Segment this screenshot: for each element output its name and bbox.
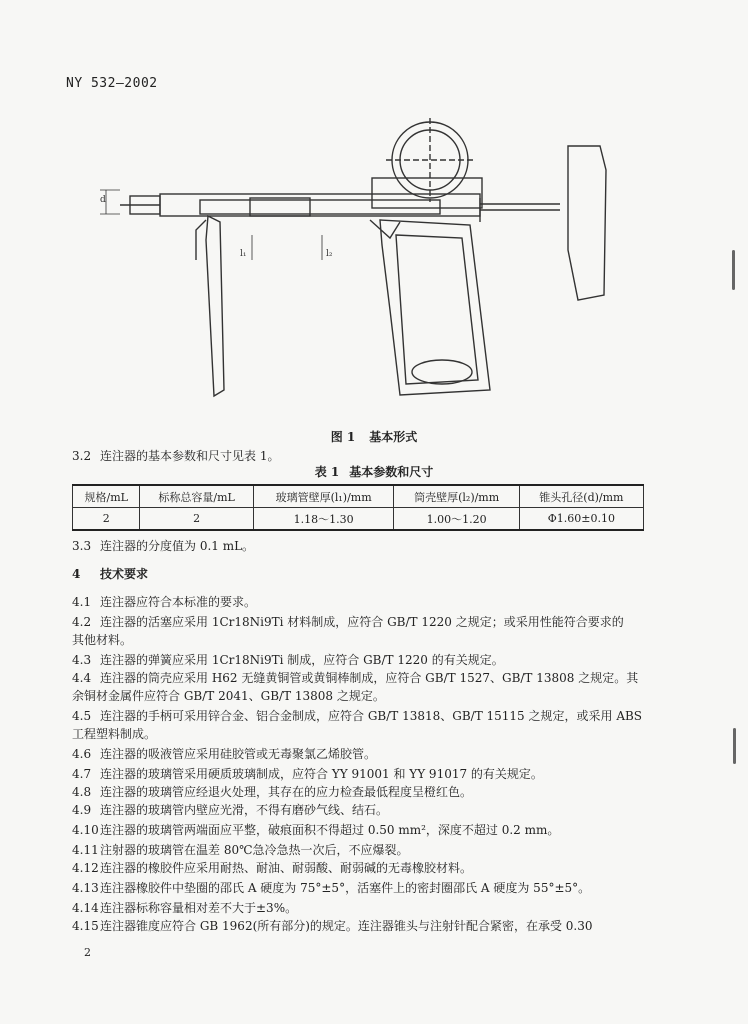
- clause-text: 连注器的手柄可采用锌合金、铝合金制成，应符合 GB/T 13818、GB/T 15115 之规定，或采用 ABS: [100, 709, 643, 723]
- clause-text: 连注器的活塞应采用 1Cr18Ni9Ti 材料制成，应符合 GB/T 1220 之规定；或采用性能符合要求的: [100, 615, 624, 629]
- clause-text: 连注器应符合本标准的要求。: [100, 595, 257, 609]
- clause-line: [72, 782, 656, 802]
- clause-text: 余铜材金属件应符合 GB/T 2041、GB/T 13808 之规定。: [72, 689, 385, 703]
- clause-line: [72, 820, 656, 840]
- table-header-cell: 规格/mL: [73, 485, 140, 508]
- clause-line: [72, 724, 656, 744]
- table-number: 表 1: [314, 465, 340, 479]
- clause-text: 连注器的玻璃管内壁应光滑，不得有磨砂气线、结石。: [100, 803, 389, 817]
- standard-code: NY 532—2002: [66, 76, 158, 91]
- clause-text: 连注器的玻璃管采用硬质玻璃制成，应符合 YY 91001 和 YY 91017 的有关规定。: [100, 767, 543, 781]
- clause-line: [72, 650, 656, 670]
- clause-text: 连注器的吸液管应采用硅胶管或无毒聚氯乙烯胶管。: [100, 747, 377, 761]
- clause-text: 连注器的筒壳应采用 H62 无缝黄铜管或黄铜棒制成，应符合 GB/T 1527、GB/T 13808 之规定。其: [100, 671, 639, 685]
- clause-text: 连注器的弹簧应采用 1Cr18Ni9Ti 制成，应符合 GB/T 1220 的有关规定。: [100, 653, 504, 667]
- table-header-cell: 玻璃管壁厚(l₁)/mm: [253, 485, 394, 508]
- clause-line: [72, 916, 656, 936]
- clause-line: [72, 686, 656, 706]
- clause-line: [72, 858, 656, 878]
- table-cell: 1.00～1.20: [394, 508, 519, 531]
- clause-number: 4.2: [72, 615, 92, 629]
- table-cell: 2: [73, 508, 140, 531]
- clause-text: 连注器的玻璃管两端面应平整，破痕面积不得超过 0.50 mm²，深度不超过 0.2 mm。: [100, 823, 560, 837]
- table-row: [73, 508, 644, 531]
- dimension-label-l1: l₁: [240, 249, 247, 259]
- clause-number: 4.15: [72, 919, 99, 933]
- clause-text: 连注器橡胶件中垫圈的邵氏 A 硬度为 75°±5°，活塞件上的密封圈邵氏 A 硬度为 55°±5°。: [100, 881, 591, 895]
- clause-line: [72, 612, 656, 632]
- clause-number: 3.2: [72, 449, 92, 463]
- clause-line: [72, 592, 656, 612]
- clause-number: 4.8: [72, 785, 92, 799]
- clause-number: 4.6: [72, 747, 92, 761]
- clause-text: 技术要求: [100, 567, 149, 581]
- clause-line: [72, 898, 656, 918]
- clause-line: [72, 536, 656, 556]
- clause-number: 4.4: [72, 671, 92, 685]
- clause-number: 4.14: [72, 901, 99, 915]
- clause-number: 3.3: [72, 539, 92, 553]
- clause-text: 其他材料。: [72, 633, 133, 647]
- table-cell: 1.18～1.30: [253, 508, 394, 531]
- figure-caption-title: 基本形式: [369, 430, 418, 444]
- clause-number: 4.11: [72, 843, 99, 857]
- parameters-table: [72, 484, 644, 531]
- clause-text: 注射器的玻璃管在温差 80℃急冷急热一次后，不应爆裂。: [100, 843, 409, 857]
- clause-text: 连注器锥度应符合 GB 1962(所有部分)的规定。连注器锥头与注射针配合紧密，在承受 0.30: [100, 919, 593, 933]
- clause-text: 连注器的基本参数和尺寸见表 1。: [100, 449, 280, 463]
- clause-number: 4.1: [72, 595, 92, 609]
- clause-line: [72, 800, 656, 820]
- clause-text: 连注器的玻璃管应经退火处理，其存在的应力检查最低程度呈橙红色。: [100, 785, 473, 799]
- table-header-cell: 筒壳壁厚(l₂)/mm: [394, 485, 519, 508]
- clause-line: [72, 840, 656, 860]
- clause-line: [72, 878, 656, 898]
- table-title-text: 基本参数和尺寸: [349, 465, 434, 479]
- figure-syringe-drawing: [100, 110, 620, 410]
- binding-mark: [733, 728, 736, 764]
- clause-number: 4.7: [72, 767, 92, 781]
- figure-caption: [0, 428, 748, 445]
- clause-line: [72, 744, 656, 764]
- clause-line: [72, 630, 656, 650]
- clause-number: 4.12: [72, 861, 99, 875]
- table-cell: 2: [140, 508, 253, 531]
- clause-text: 工程塑料制成。: [72, 727, 157, 741]
- binding-mark: [732, 250, 735, 290]
- dimension-label-l2: l₂: [326, 249, 333, 259]
- clause-text: 连注器的橡胶件应采用耐热、耐油、耐弱酸、耐弱碱的无毒橡胶材料。: [100, 861, 473, 875]
- clause-number: 4.10: [72, 823, 99, 837]
- clause-line: [72, 706, 656, 726]
- dimension-label-d: d: [100, 195, 106, 205]
- clause-line: [72, 564, 656, 584]
- table-header-row: [73, 485, 644, 508]
- clause-line: [72, 764, 656, 784]
- clause-number: 4: [72, 567, 81, 581]
- clause-number: 4.13: [72, 881, 99, 895]
- table-cell: Φ1.60±0.10: [519, 508, 643, 531]
- table-header-cell: 标称总容量/mL: [140, 485, 253, 508]
- clause-number: 4.5: [72, 709, 92, 723]
- figure-caption-number: 图 1: [330, 430, 356, 444]
- clause-text: 连注器的分度值为 0.1 mL。: [100, 539, 255, 553]
- table-title: [0, 463, 748, 480]
- clause-number: 4.9: [72, 803, 92, 817]
- clause-number: 4.3: [72, 653, 92, 667]
- page-number: 2: [84, 946, 91, 959]
- table-header-cell: 锥头孔径(d)/mm: [519, 485, 643, 508]
- clause-text: 连注器标称容量相对差不大于±3%。: [100, 901, 298, 915]
- clause-line: [72, 668, 656, 688]
